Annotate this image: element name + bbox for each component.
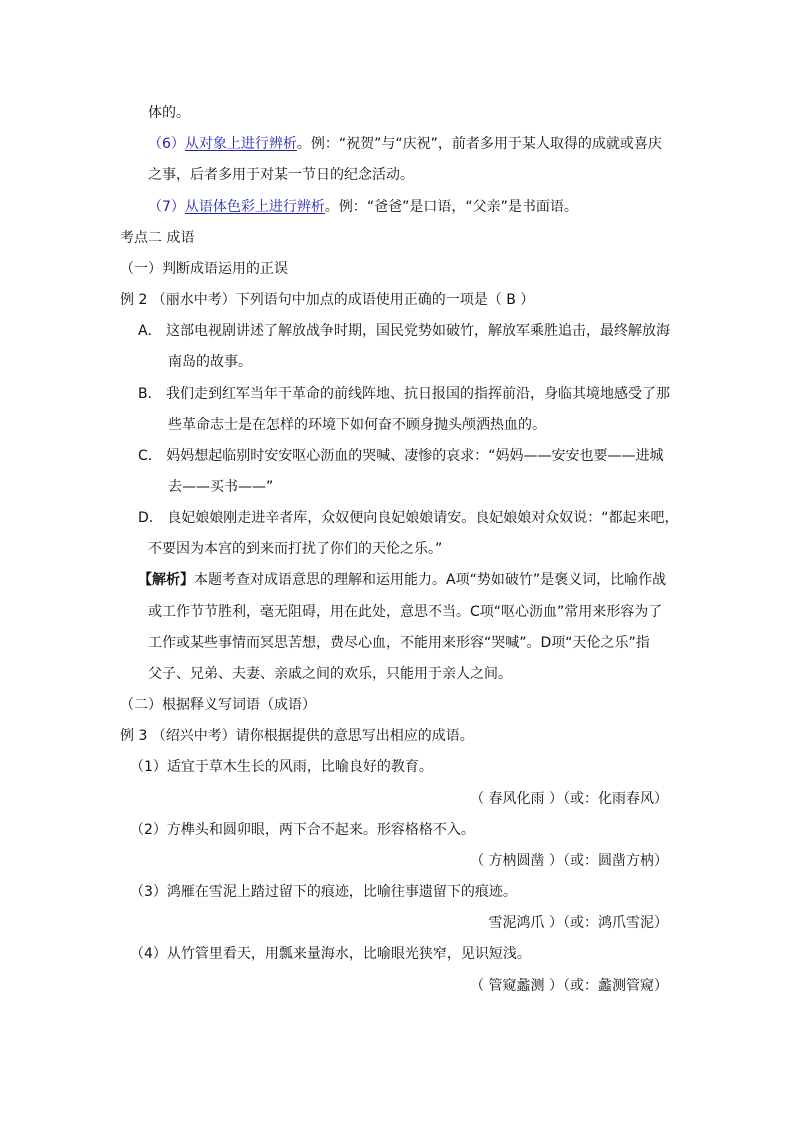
section-heading: 考点二 成语 — [120, 230, 195, 246]
method-heading: 从对象上进行辨析 — [184, 136, 297, 152]
answer-4: （ 管窥蠡测 ）（或：蠡测管窥） — [470, 978, 668, 994]
option-a-cont: 南岛的故事。 — [168, 354, 252, 370]
question-2: （2）方榫头和圆卯眼，两下合不起来。形容格格不入。 — [130, 822, 475, 838]
method-text: 。例：“爸爸”是口语，“父亲”是书面语。 — [324, 199, 578, 215]
example-question: 例 3 （绍兴中考）请你根据提供的意思写出相应的成语。 — [120, 728, 474, 744]
analysis-tag: 【解析】 — [138, 572, 194, 588]
question-3: （3）鸿雁在雪泥上踏过留下的痕迹，比喻往事遗留下的痕迹。 — [130, 884, 517, 900]
option-d-cont: 不要因为本宫的到来而打扰了你们的天伦之乐。” — [148, 541, 443, 557]
option-b: B． 我们走到红军当年干革命的前线阵地、抗日报国的指挥前沿，身临其境地感受了那 — [138, 386, 671, 402]
example-question: 例 2 （丽水中考）下列语句中加点的成语使用正确的一项是（ B ） — [120, 292, 535, 308]
option-c: C． 妈妈想起临别时安安呕心沥血的哭喊、凄惨的哀求：“妈妈——安安也要——进城 — [138, 448, 664, 464]
subsection-heading: （二）根据释义写词语（成语） — [120, 697, 316, 713]
text-line: 体的。 — [148, 105, 190, 121]
option-b-cont: 些革命志士是在怎样的环境下如何奋不顾身抛头颅洒热血的。 — [168, 417, 546, 433]
text-line-method-6 — [148, 134, 662, 154]
question-1: （1）适宜于草木生长的风雨，比喻良好的教育。 — [130, 759, 433, 775]
analysis-text: 本题考查对成语意思的理解和运用能力。A项“势如破竹”是褒义词，比喻作战 — [194, 572, 667, 588]
analysis-line: 工作或某些事情而冥思苦想，费尽心血，不能用来形容“哭喊”。D项“天伦之乐”指 — [148, 635, 650, 651]
option-c-cont: 去——买书——” — [168, 479, 274, 495]
option-d: D． 良妃娘娘刚走进辛者库，众奴便向良妃娘娘请安。良妃娘娘对众奴说：“都起来吧， — [138, 510, 679, 526]
analysis-line: 或工作节节胜利，毫无阻碍，用在此处，意思不当。C项“呕心沥血”常用来形容为了 — [148, 604, 663, 620]
option-a: A． 这部电视剧讲述了解放战争时期，国民党势如破竹，解放军乘胜追击，最终解放海 — [138, 323, 671, 339]
text-line-method-7 — [148, 197, 578, 217]
answer-2: （ 方枘圆凿 ）（或：圆凿方枘） — [470, 853, 668, 869]
method-text: 。例：“祝贺”与“庆祝”，前者多用于某人取得的成就或喜庆 — [296, 136, 662, 152]
method-number: （6） — [148, 136, 185, 152]
text-line: 之事，后者多用于对某一节日的纪念活动。 — [148, 167, 414, 183]
analysis-line: 父子、兄弟、夫妻、亲戚之间的欢乐，只能用于亲人之间。 — [148, 666, 512, 682]
answer-3: 雪泥鸿爪 ）（或：鸿爪雪泥） — [488, 915, 668, 931]
method-number: （7） — [148, 199, 185, 215]
analysis-line — [138, 570, 666, 590]
method-heading: 从语体色彩上进行辨析 — [184, 199, 325, 215]
answer-1: （ 春风化雨 ）（或：化雨春风） — [470, 791, 668, 807]
question-4: （4）从竹管里看天，用瓢来量海水，比喻眼光狭窄，见识短浅。 — [130, 946, 531, 962]
subsection-heading: （一）判断成语运用的正误 — [120, 261, 288, 277]
